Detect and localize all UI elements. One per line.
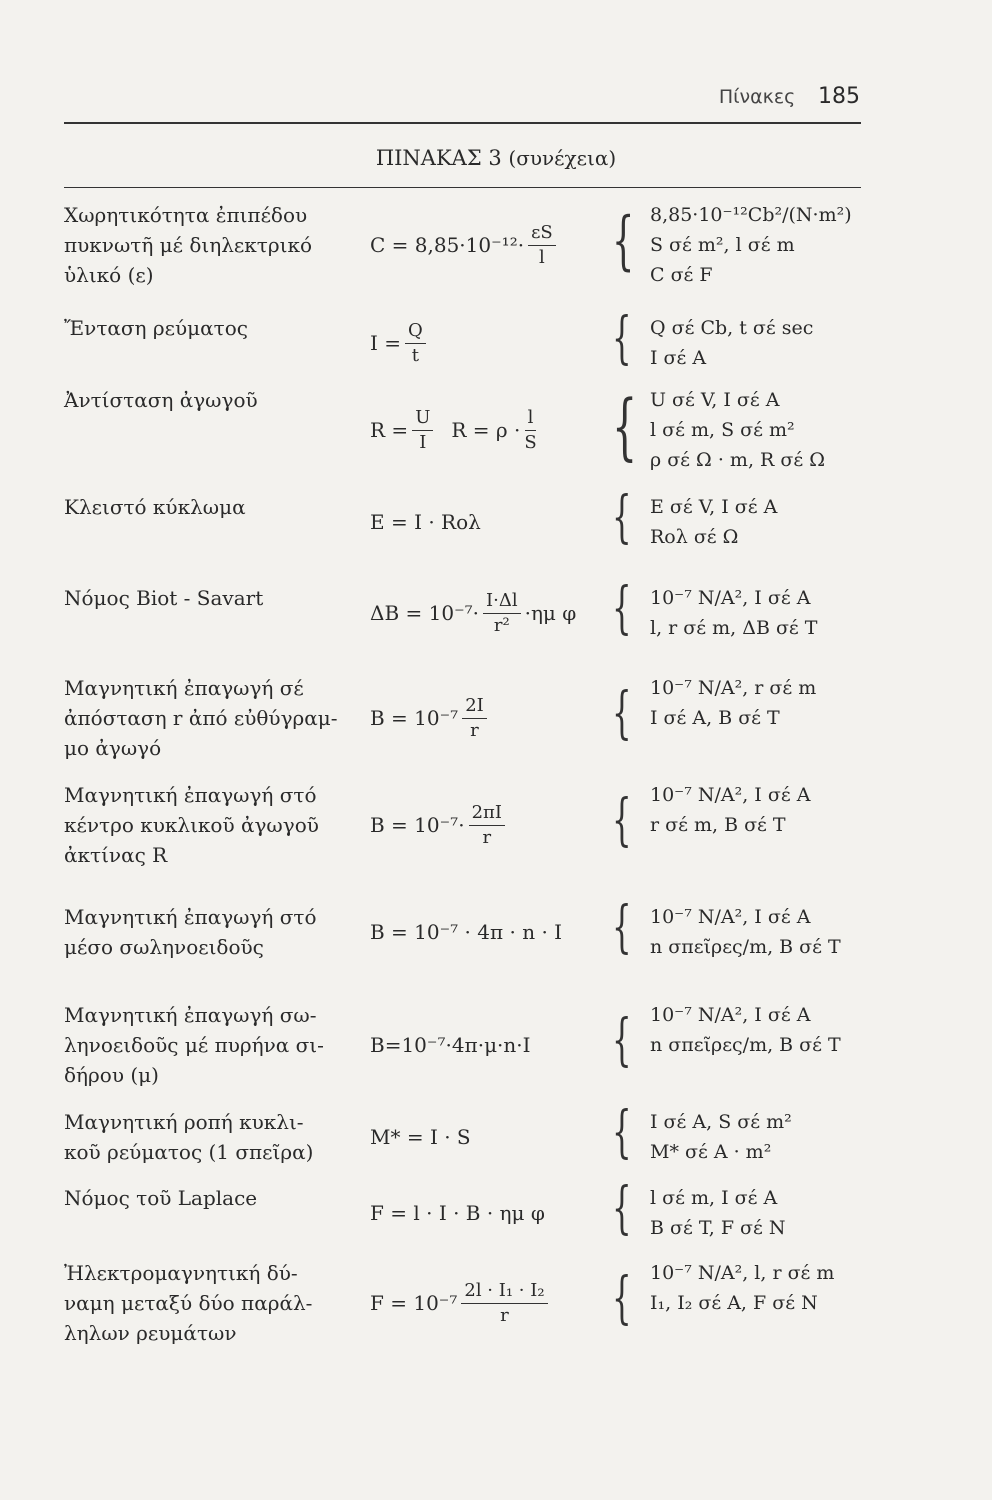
units-line: l σέ m, I σέ A xyxy=(650,1187,778,1209)
units-line: Rολ σέ Ω xyxy=(650,526,739,548)
units-line: Q σέ Cb, t σέ sec xyxy=(650,317,814,339)
units-line: C σέ F xyxy=(650,264,713,286)
units-line: 10⁻⁷ N/A², I σέ A xyxy=(650,784,811,806)
row-formula xyxy=(370,492,481,552)
table-title xyxy=(0,146,992,170)
row-units xyxy=(650,583,817,643)
label-line: ληλων ρευμάτων xyxy=(64,1321,237,1345)
label-line: Νόμος τοῦ Laplace xyxy=(64,1186,258,1210)
table-row xyxy=(0,485,992,552)
row-units xyxy=(650,673,816,733)
table-title-sub: (συνέχεια) xyxy=(508,146,617,170)
row-units xyxy=(650,1000,841,1060)
label-line: μο ἀγωγό xyxy=(64,736,162,760)
table-row xyxy=(0,1100,992,1167)
fraction-denominator: r² xyxy=(493,614,510,636)
units-brace: { xyxy=(612,1100,632,1165)
formula-lhs: B=10⁻⁷·4π·μ·n·I xyxy=(370,1033,531,1057)
fraction-denominator: t xyxy=(411,344,420,366)
row-formula xyxy=(370,1258,552,1348)
row-label xyxy=(64,1183,344,1213)
table-row xyxy=(0,895,992,962)
page-header xyxy=(719,84,860,109)
fraction-numerator: 2πI xyxy=(469,802,505,826)
label-line: Μαγνητική ἐπαγωγή σέ xyxy=(64,676,304,700)
label-line: κέντρο κυκλικοῦ ἀγωγοῦ xyxy=(64,813,319,837)
row-units xyxy=(650,1107,792,1167)
formula-second-lhs: R = ρ · xyxy=(451,418,521,442)
units-brace: { xyxy=(612,1176,632,1241)
row-formula xyxy=(370,1000,531,1090)
row-formula xyxy=(370,1107,471,1167)
units-line: 10⁻⁷ N/A², I σέ A xyxy=(650,906,811,928)
fraction-denominator: r xyxy=(500,1304,509,1326)
fraction-numerator: 2l · I₁ · I₂ xyxy=(461,1280,547,1304)
units-line: 10⁻⁷ N/A², I σέ A xyxy=(650,587,811,609)
units-brace: { xyxy=(612,485,632,550)
fraction-denominator: S xyxy=(524,431,537,453)
fraction-numerator: U xyxy=(412,407,433,431)
formula-fraction xyxy=(528,222,556,269)
formula-lhs: F = l · I · B · ημ φ xyxy=(370,1201,545,1225)
row-label xyxy=(64,200,344,290)
units-line: 10⁻⁷ N/A², r σέ m xyxy=(650,677,817,699)
units-line: 10⁻⁷ N/A², l, r σέ m xyxy=(650,1262,835,1284)
label-line: Νόμος Biot - Savart xyxy=(64,586,264,610)
units-line: l, r σέ m, ΔB σέ T xyxy=(650,617,818,639)
row-formula xyxy=(370,313,430,373)
row-formula xyxy=(370,673,491,763)
row-units xyxy=(650,313,813,373)
label-line: Ἀντίσταση ἀγωγοῦ xyxy=(64,388,258,412)
table-row xyxy=(0,673,992,763)
units-line: l σέ m, S σέ m² xyxy=(650,419,795,441)
table-row xyxy=(0,1258,992,1348)
units-brace: { xyxy=(612,1008,632,1073)
units-line: 8,85·10⁻¹²Cb²/(N·m²) xyxy=(650,204,852,226)
row-units xyxy=(650,200,852,290)
units-line: U σέ V, I σέ A xyxy=(650,389,780,411)
units-line: E σέ V, I σέ A xyxy=(650,496,778,518)
units-line: I₁, I₂ σέ A, F σέ N xyxy=(650,1292,818,1314)
row-formula xyxy=(370,200,560,290)
units-brace: { xyxy=(612,204,635,278)
header-rule xyxy=(64,122,861,124)
label-line: κοῦ ρεύματος (1 σπεῖρα) xyxy=(64,1140,314,1164)
row-units xyxy=(650,385,825,475)
units-brace: { xyxy=(612,1266,632,1331)
fraction-numerator: εS xyxy=(528,222,556,246)
units-line: M* σέ A · m² xyxy=(650,1141,772,1163)
table-row xyxy=(0,385,992,475)
fraction-numerator: 2I xyxy=(462,695,487,719)
row-units xyxy=(650,780,810,840)
table-row xyxy=(0,306,992,373)
row-label xyxy=(64,902,344,962)
table-row xyxy=(0,576,992,643)
row-formula xyxy=(370,385,541,475)
units-line: I σέ A xyxy=(650,347,707,369)
row-label xyxy=(64,780,344,870)
row-label xyxy=(64,673,344,763)
label-line: ἀκτίνας R xyxy=(64,843,168,867)
label-line: πυκνωτῆ μέ διηλεκτρικό xyxy=(64,233,312,257)
formula-fraction xyxy=(412,407,433,454)
units-brace: { xyxy=(612,895,632,960)
formula-lhs: B = 10⁻⁷ xyxy=(370,706,459,730)
label-line: Ἠλεκτρομαγνητική δύ- xyxy=(64,1261,298,1285)
label-line: ληνοειδοῦς μέ πυρήνα σι- xyxy=(64,1033,324,1057)
units-line: I σέ A, S σέ m² xyxy=(650,1111,792,1133)
label-line: μέσο σωληνοειδοῦς xyxy=(64,935,264,959)
units-line: ρ σέ Ω · m, R σέ Ω xyxy=(650,449,825,471)
units-brace: { xyxy=(612,384,638,468)
page-number: 185 xyxy=(818,84,860,109)
row-label xyxy=(64,1000,344,1090)
row-formula xyxy=(370,780,509,870)
fraction-numerator: l xyxy=(525,407,537,431)
row-units xyxy=(650,902,841,962)
fraction-denominator: I xyxy=(419,431,427,453)
fraction-numerator: Q xyxy=(405,320,426,344)
row-formula xyxy=(370,583,576,643)
formula-fraction xyxy=(524,407,536,454)
title-rule xyxy=(64,187,861,188)
units-brace: { xyxy=(612,306,632,371)
label-line: ναμη μεταξύ δύο παράλ- xyxy=(64,1291,313,1315)
table-row xyxy=(0,200,992,290)
label-line: Χωρητικότητα ἐπιπέδου xyxy=(64,203,308,227)
row-formula xyxy=(370,1183,545,1243)
units-line: r σέ m, B σέ T xyxy=(650,814,786,836)
row-label xyxy=(64,1107,344,1167)
row-label xyxy=(64,492,344,522)
label-line: Μαγνητική ἐπαγωγή στό xyxy=(64,783,317,807)
label-line: Μαγνητική ἐπαγωγή σω- xyxy=(64,1003,317,1027)
units-line: S σέ m², l σέ m xyxy=(650,234,795,256)
fraction-numerator: I·Δl xyxy=(483,590,521,614)
formula-lhs: C = 8,85·10⁻¹²· xyxy=(370,233,525,257)
table-row xyxy=(0,1176,992,1243)
units-brace: { xyxy=(612,576,632,641)
fraction-denominator: r xyxy=(482,826,492,848)
label-line: Μαγνητική ροπή κυκλι- xyxy=(64,1110,304,1134)
formula-lhs: I = xyxy=(370,331,402,355)
row-label xyxy=(64,313,344,343)
table-title-main: ΠΙΝΑΚΑΣ 3 xyxy=(375,146,502,170)
units-line: B σέ T, F σέ N xyxy=(650,1217,786,1239)
units-line: n σπεῖρες/m, B σέ T xyxy=(650,1034,841,1056)
formula-lhs: B = 10⁻⁷· xyxy=(370,813,465,837)
label-line: Κλειστό κύκλωμα xyxy=(64,495,246,519)
units-brace: { xyxy=(612,681,632,746)
fraction-denominator: l xyxy=(539,246,545,268)
formula-lhs: R = xyxy=(370,418,409,442)
header-section: Πίνακες xyxy=(718,86,796,108)
formula-fraction xyxy=(469,802,505,849)
row-formula xyxy=(370,902,562,962)
formula-lhs: ΔB = 10⁻⁷· xyxy=(370,601,479,625)
units-line: n σπεῖρες/m, B σέ T xyxy=(650,936,841,958)
units-brace: { xyxy=(612,788,632,853)
formula-lhs: B = 10⁻⁷ · 4π · n · I xyxy=(370,920,563,944)
units-line: 10⁻⁷ N/A², I σέ A xyxy=(650,1004,811,1026)
row-units xyxy=(650,492,777,552)
formula-lhs: M* = I · S xyxy=(370,1125,471,1149)
row-label xyxy=(64,583,344,613)
formula-fraction xyxy=(462,695,487,742)
label-line: δήρου (μ) xyxy=(64,1063,159,1087)
row-label xyxy=(64,385,344,415)
row-label xyxy=(64,1258,344,1348)
table-row xyxy=(0,780,992,870)
formula-suffix: ·ημ φ xyxy=(524,601,577,625)
formula-fraction xyxy=(483,590,521,637)
row-units xyxy=(650,1183,786,1243)
units-line: I σέ A, B σέ T xyxy=(650,707,780,729)
label-line: ἀπόσταση r ἀπό εὐθύγραμ- xyxy=(64,706,338,730)
formula-lhs: E = I · Rολ xyxy=(370,510,481,534)
label-line: ὑλικό (ε) xyxy=(64,263,154,287)
label-line: Ἔνταση ρεύματος xyxy=(64,316,248,340)
fraction-denominator: r xyxy=(470,719,479,741)
formula-lhs: F = 10⁻⁷ xyxy=(370,1291,458,1315)
table-row xyxy=(0,1000,992,1090)
label-line: Μαγνητική ἐπαγωγή στό xyxy=(64,905,317,929)
row-units xyxy=(650,1258,834,1318)
formula-fraction xyxy=(405,320,426,367)
formula-fraction xyxy=(461,1280,547,1327)
